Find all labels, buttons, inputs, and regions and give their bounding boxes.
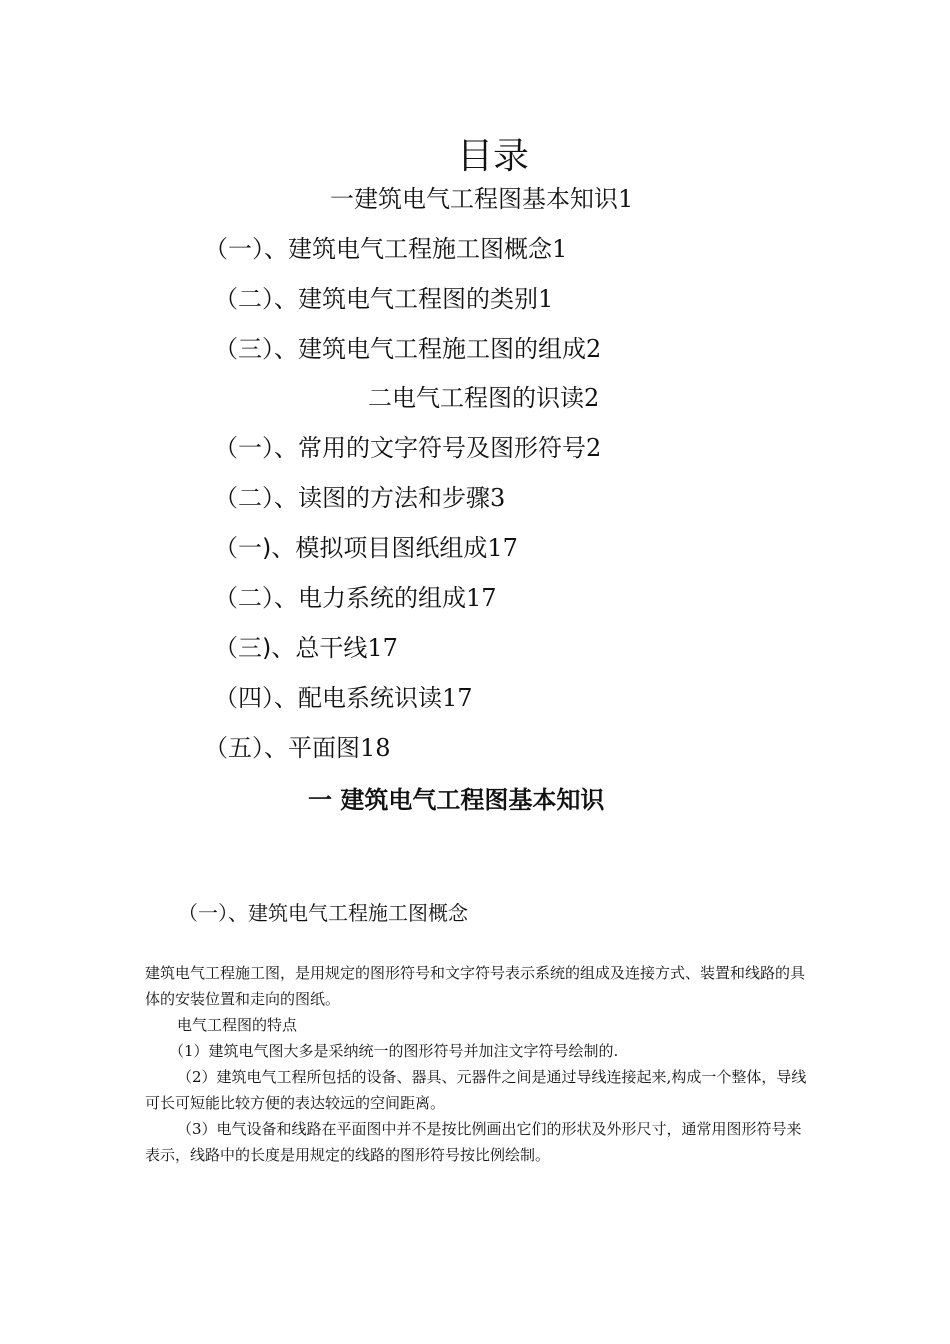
paragraph: 建筑电气工程施工图，是用规定的图形符号和文字符号表示系统的组成及连接方式、装置和线路的具体的安装位置和走向的图纸。 (145, 964, 806, 1008)
paragraph: （3）电气设备和线路在平面图中并不是按比例画出它们的形状及外形尺寸，通常用图形符号来表示，线路中的长度是用规定的线路的图形符号按比例绘制。 (145, 1120, 802, 1164)
toc-entry[interactable] (214, 632, 398, 664)
section-heading: 一 建筑电气工程图基本知识 (308, 786, 605, 814)
toc-entry[interactable] (214, 283, 553, 315)
toc-entry[interactable] (214, 432, 601, 464)
toc-entry-page: 1 (538, 285, 554, 313)
paragraph: （2）建筑电气工程所包括的设备、器具、元器件之间是通过导线连接起来,构成一个整体，导线可长可短能比较方便的表达较远的空间距离。 (145, 1068, 807, 1112)
toc-entry[interactable] (214, 682, 473, 714)
toc-entry-label: （一)、模拟项目图纸组成 (214, 534, 488, 562)
toc-entry-label: （一）、建筑电气工程施工图概念 (204, 235, 552, 263)
toc-entry-page: 17 (367, 634, 398, 662)
toc-entry-label: （五）、平面图 (204, 734, 360, 762)
toc-entry-label: （三）、建筑电气工程施工图的组成 (214, 335, 586, 363)
toc-entry-label: 一建筑电气工程图基本知识 (330, 185, 618, 213)
section-subheading: （一）、建筑电气工程施工图概念 (178, 901, 468, 925)
toc-entry-page: 17 (442, 684, 473, 712)
paragraph: （1）建筑电气图大多是采纳统一的图形符号并加注文字符号绘制的. (169, 1042, 619, 1060)
toc-entry[interactable] (214, 333, 601, 365)
toc-entry-page: 2 (586, 335, 602, 363)
toc-entry-label: （三)、总干线 (214, 634, 368, 662)
toc-entry-label: 二电气工程图的识读 (368, 384, 584, 412)
toc-entry-label: （四）、配电系统识读 (214, 684, 442, 712)
toc-entry[interactable] (214, 582, 497, 614)
toc-entry[interactable] (204, 732, 391, 764)
toc-entry-page: 17 (466, 584, 497, 612)
toc-entry[interactable] (214, 482, 505, 514)
toc-entry-page: 2 (586, 434, 602, 462)
toc-entry[interactable] (330, 183, 633, 215)
toc-entry[interactable] (204, 233, 567, 265)
paragraph: 电气工程图的特点 (177, 1016, 298, 1034)
toc-entry-page: 3 (490, 484, 506, 512)
toc-entry-label: （二）、电力系统的组成 (214, 584, 466, 612)
body-text (145, 960, 810, 1168)
toc-entry-label: （一）、常用的文字符号及图形符号 (214, 434, 586, 462)
toc-entry-page: 1 (552, 235, 568, 263)
toc-entry-page: 1 (618, 185, 634, 213)
toc-entry-page: 2 (584, 384, 600, 412)
toc-entry-page: 17 (487, 534, 518, 562)
toc-entry-page: 18 (360, 734, 391, 762)
toc-entry-label: （二）、建筑电气工程图的类别 (214, 285, 538, 313)
toc-entry[interactable] (214, 532, 518, 564)
toc-entry[interactable] (368, 382, 599, 414)
toc-title: 目录 (456, 136, 529, 177)
toc-entry-label: （二）、读图的方法和步骤 (214, 484, 490, 512)
